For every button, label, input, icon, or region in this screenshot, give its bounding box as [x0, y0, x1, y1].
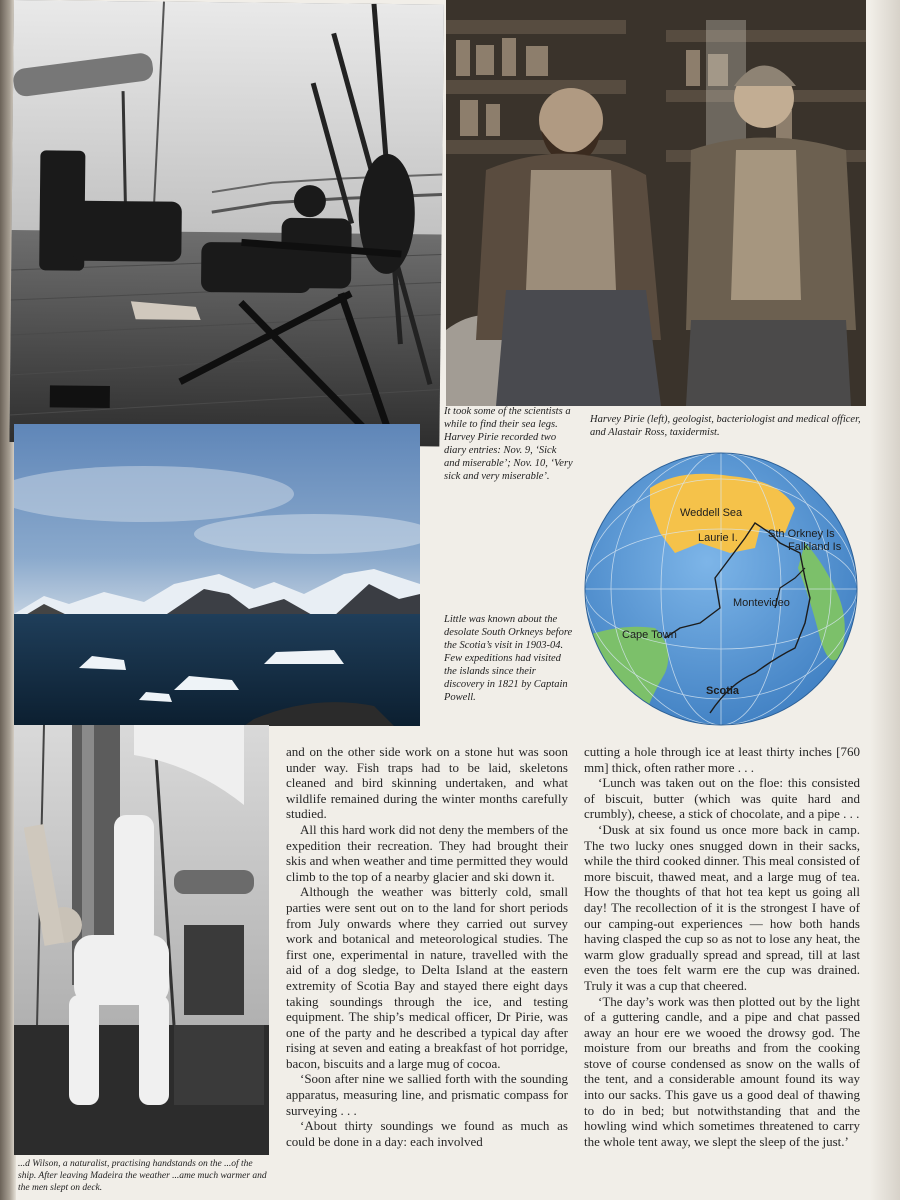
- page-edge: [870, 0, 900, 1200]
- paragraph: ‘About thirty soundings we found as much as could be done in a day: each involved: [286, 1118, 568, 1149]
- paragraph: cutting a hole through ice at least thirty inches [760 mm] thick, often rather more . . .: [584, 744, 860, 775]
- deck-chairs-photo: [9, 0, 444, 446]
- montevideo-label: Montevideo: [733, 597, 790, 609]
- paragraph: ‘Soon after nine we sallied forth with the sounding apparatus, measuring line, and prismatic compass for surveying . . .: [286, 1071, 568, 1118]
- paragraph: ‘Lunch was taken out on the floe: this consisted of biscuit, butter (which was quite hard and crumbly), cheese, a stick of chocolate, and a pipe . . .: [584, 775, 860, 822]
- body-column-2: [584, 744, 860, 1196]
- scotia-label: Scotia: [706, 685, 740, 697]
- sea-legs-caption: It took some of the scientists a while to find their sea legs. Harvey Pirie recorded two diary entries: Nov. 9, ‘Sick and miserable’; Nov. 10, ‘Very sick and very miserable’.: [444, 406, 573, 482]
- cape-town-label: Cape Town: [622, 629, 677, 641]
- paragraph: and on the other side work on a stone hut was soon under way. Fish traps had to be laid, skeletons cleaned and bird skinning undertaken, and what wildlife remained during the winter months carefully studied.: [286, 744, 568, 822]
- body-column-1: [286, 744, 568, 1196]
- weddell-sea-label: Weddell Sea: [680, 507, 743, 519]
- handstand-photo: [14, 725, 269, 1155]
- orkneys-caption: Little was known about the desolate South Orkneys before the Scotia’s visit in 1903-04. Few expeditions had visited the islands since their discovery in 1821 by Captain Powell.: [444, 614, 573, 703]
- paragraph: ‘The day’s work was then plotted out by the light of a guttering candle, and a pipe and chat passed away an hour ere we wooed the drowsy god. The moisture from our breaths and from the cooking stove of course condensed as snow on the walls of the tent, and a considerable amount found its way into our sacks. This gave us a good deal of thawing to do in bed; but notwithstanding that and the howling wind which sometimes threatened to carry the whole tent away, we slept the sleep of the just.’: [584, 993, 860, 1149]
- handstand-caption: ...d Wilson, a naturalist, practising handstands on the ...of the ship. After leaving Madeira the weather ...ame much warmer and the men slept on deck.: [18, 1159, 267, 1193]
- south-orkney-label: Sth Orkney Is: [768, 528, 835, 540]
- paragraph: Although the weather was bitterly cold, small parties were sent out on to the land for short periods from July onwards where they carried out survey work and botanical and meteorological studies. The first one, experimental in nature, travelled with the aid of a dog sledge, to Delta Island at the eastern extremity of Scotia Bay and stayed there eight days taking soundings through the ice, and testing equipment. The ship’s medical officer, Dr Pirie, was one of the party and he described a typical day after rising at seven and eating a breakfast of hot porridge, bacon, biscuits and a large mug of cocoa.: [286, 884, 568, 1071]
- paragraph: ‘Dusk at six found us once more back in camp. The two lucky ones snugged down in their sacks, while the third cooked dinner. This meal consisted of more biscuit, thawed meat, and a large mug of tea. How the thoughts of that hot tea kept us going all day! The recollection of it is the strongest I have of our camping-out experiences — how both hands having clasped the cup so as not to lose any heat, the warm glow gradually spread and spread, till at last even the toes felt warm ere the cup was drained. Truly it was a cup that cheered.: [584, 821, 860, 993]
- south-orkneys-photo: [14, 424, 420, 726]
- laurie-island-label: Laurie I.: [698, 532, 738, 544]
- portrait-caption: Harvey Pirie (left), geologist, bacteriologist and medical officer, and Alastair Ross, taxidermist.: [590, 414, 861, 438]
- route-globe-map: [580, 448, 862, 730]
- falkland-label: Falkland Is: [788, 541, 842, 553]
- scientists-portrait-photo: [446, 0, 866, 406]
- paragraph: All this hard work did not deny the members of the expedition their recreation. They had brought their skis and when weather and time permitted they would climb to the top of a nearby glacier and ski down it.: [286, 821, 568, 884]
- africa-shape: [580, 627, 668, 730]
